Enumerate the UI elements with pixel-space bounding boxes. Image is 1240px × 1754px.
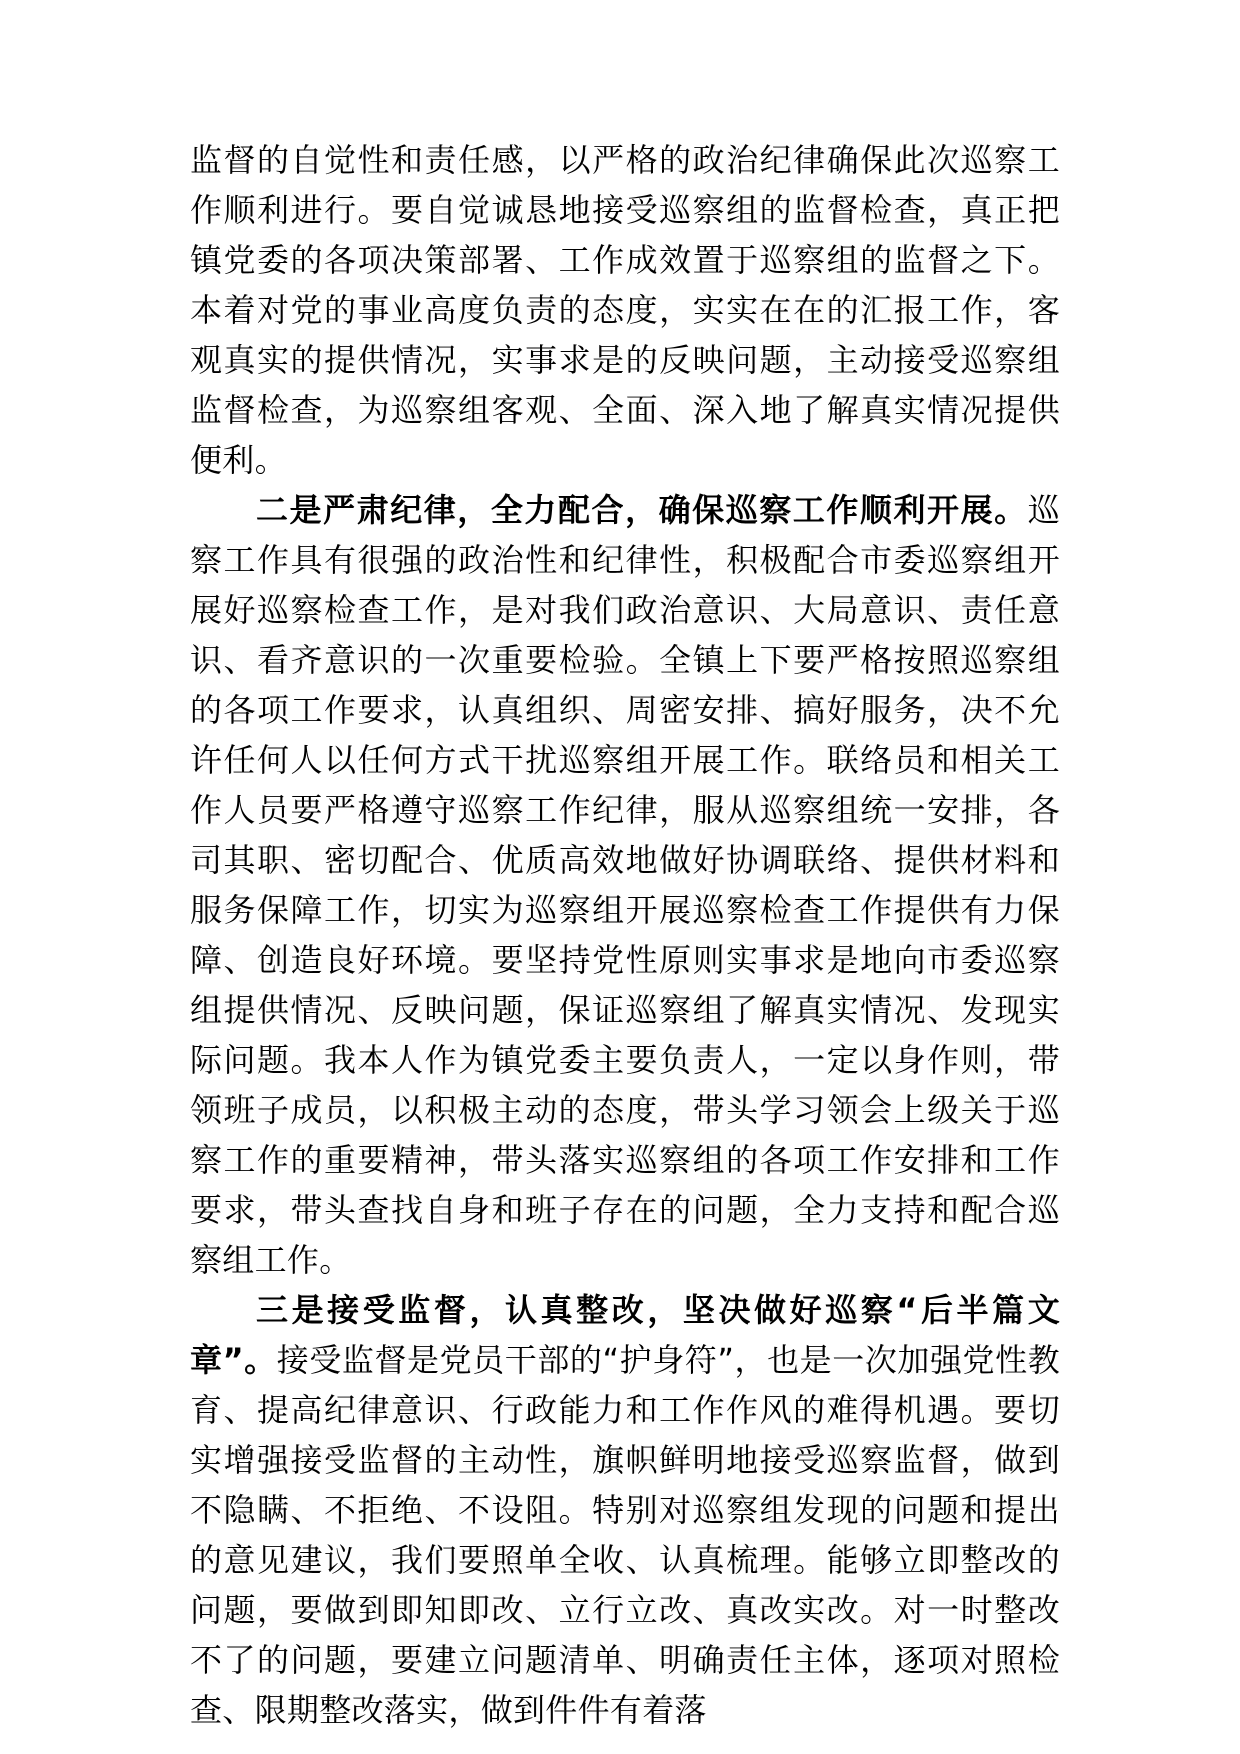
paragraph-3: [190, 1285, 1060, 1735]
paragraph-2: [190, 485, 1060, 1285]
paragraph-1: [190, 135, 1060, 485]
document-body: [190, 135, 1060, 1735]
paragraph-1-text: 监督的自觉性和责任感，以严格的政治纪律确保此次巡察工作顺利进行。要自觉诚恳地接受巡察组的监督检查，真正把镇党委的各项决策部署、工作成效置于巡察组的监督之下。本着对党的事业高度负责的态度，实实在在的汇报工作，客观真实的提供情况，实事求是的反映问题，主动接受巡察组监督检查，为巡察组客观、全面、深入地了解真实情况提供便利。: [190, 141, 1060, 479]
paragraph-3-lead: 三是接受监督，认真整改，坚决做好巡察“后半篇文章”。: [190, 1291, 1060, 1379]
paragraph-3-text: 接受监督是党员干部的“护身符”，也是一次加强党性教育、提高纪律意识、行政能力和工作作风的难得机遇。要切实增强接受监督的主动性，旗帜鲜明地接受巡察监督，做到不隐瞒、不拒绝、不设阻。特别对巡察组发现的问题和提出的意见建议，我们要照单全收、认真梳理。能够立即整改的问题，要做到即知即改、立行立改、真改实改。对一时整改不了的问题，要建立问题清单、明确责任主体，逐项对照检查、限期整改落实，做到件件有着落: [190, 1341, 1060, 1729]
paragraph-2-text: 巡察工作具有很强的政治性和纪律性，积极配合市委巡察组开展好巡察检查工作，是对我们政治意识、大局意识、责任意识、看齐意识的一次重要检验。全镇上下要严格按照巡察组的各项工作要求，认真组织、周密安排、搞好服务，决不允许任何人以任何方式干扰巡察组开展工作。联络员和相关工作人员要严格遵守巡察工作纪律，服从巡察组统一安排，各司其职、密切配合、优质高效地做好协调联络、提供材料和服务保障工作，切实为巡察组开展巡察检查工作提供有力保障、创造良好环境。要坚持党性原则实事求是地向市委巡察组提供情况、反映问题，保证巡察组了解真实情况、发现实际问题。我本人作为镇党委主要负责人，一定以身作则，带领班子成员，以积极主动的态度，带头学习领会上级关于巡察工作的重要精神，带头落实巡察组的各项工作安排和工作要求，带头查找自身和班子存在的问题，全力支持和配合巡察组工作。: [190, 491, 1060, 1279]
paragraph-2-lead: 二是严肃纪律，全力配合，确保巡察工作顺利开展。: [256, 491, 1028, 529]
